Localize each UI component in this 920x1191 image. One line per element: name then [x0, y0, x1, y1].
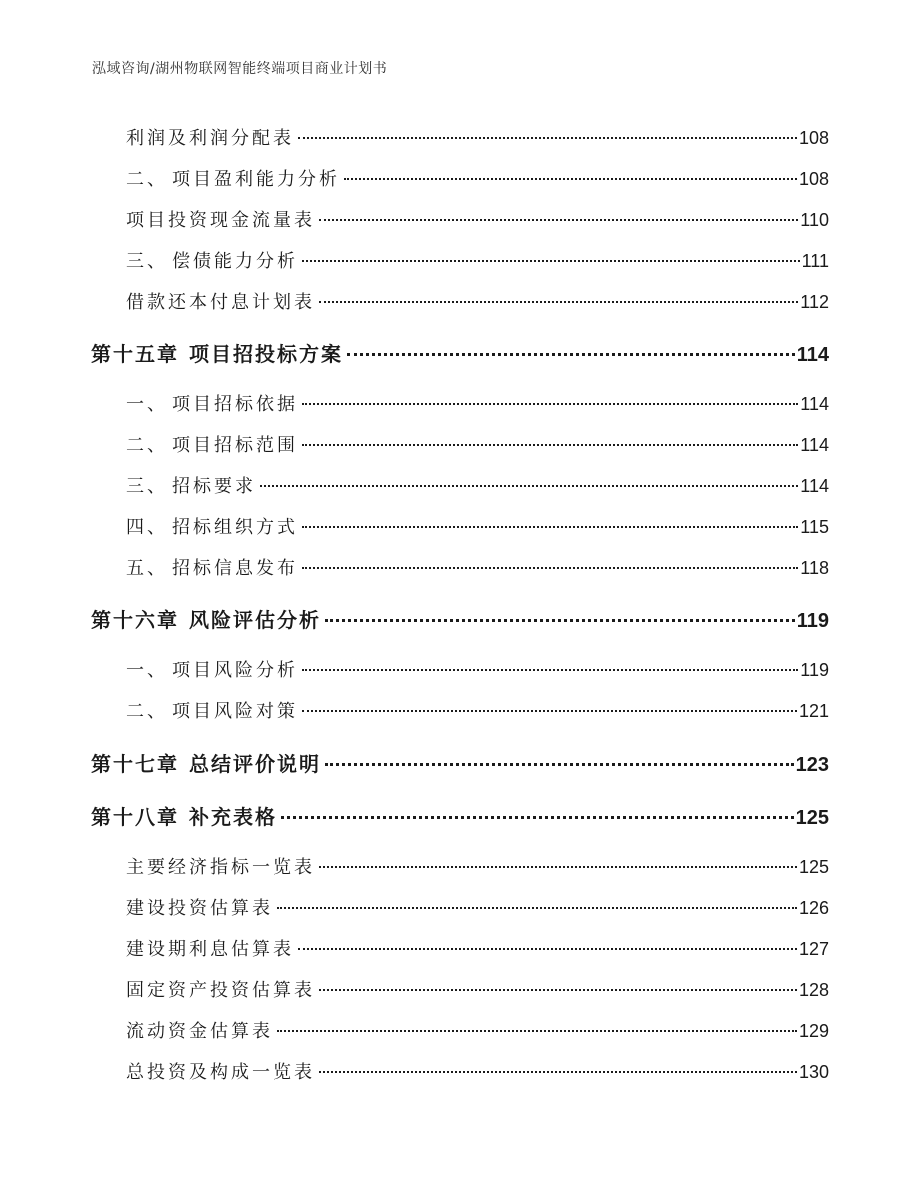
toc-page-number: 128 [798, 980, 829, 1000]
toc-section-entry[interactable] [126, 935, 829, 961]
dot-leader [302, 669, 798, 671]
dot-leader [302, 567, 798, 569]
toc-section-entry[interactable] [126, 165, 829, 191]
dot-leader [260, 485, 798, 487]
toc-page-number: 114 [800, 435, 829, 455]
toc-page-number: 119 [796, 610, 829, 632]
dot-leader [302, 260, 800, 262]
toc-entry-title: 固定资产投资估算表 [126, 980, 315, 1001]
toc-entry-title: 项目招投标方案 [189, 342, 343, 366]
dot-leader [319, 219, 798, 221]
toc-entry-title: 偿债能力分析 [172, 251, 298, 272]
toc-entry-title: 项目投资现金流量表 [126, 210, 315, 231]
toc-chapter-number: 第十七章 [91, 752, 179, 776]
toc-section-entry[interactable] [126, 976, 829, 1002]
dot-leader [277, 907, 797, 909]
toc-entry-title: 总结评价说明 [189, 752, 321, 776]
toc-page-number: 114 [800, 476, 829, 496]
toc-page-number: 127 [798, 939, 829, 959]
toc-section-entry[interactable] [126, 554, 829, 580]
toc-section-entry[interactable] [126, 390, 829, 416]
toc-entry-title: 项目招标范围 [172, 435, 298, 456]
toc-section-entry[interactable] [126, 853, 829, 879]
toc-entry-title: 建设投资估算表 [126, 898, 273, 919]
toc-section-number: 三、 [126, 251, 168, 272]
toc-page-number: 110 [800, 210, 829, 230]
toc-chapter-entry[interactable] [91, 338, 829, 367]
toc-page-number: 108 [798, 128, 829, 148]
toc-chapter-entry[interactable] [91, 604, 829, 633]
toc-page-number: 125 [798, 857, 829, 877]
dot-leader [298, 137, 797, 139]
toc-entry-title: 建设期利息估算表 [126, 939, 294, 960]
toc-section-entry[interactable] [126, 247, 829, 273]
dot-leader [344, 178, 797, 180]
toc-section-number: 三、 [126, 476, 168, 497]
toc-section-entry[interactable] [126, 431, 829, 457]
dot-leader [319, 989, 797, 991]
toc-page-number: 108 [798, 169, 829, 189]
toc-chapter-number: 第十五章 [91, 342, 179, 366]
toc-page-number: 119 [800, 660, 829, 680]
toc-page-number: 114 [800, 394, 829, 414]
dot-leader [302, 526, 798, 528]
toc-page-number: 115 [800, 517, 829, 537]
toc-page-number: 126 [798, 898, 829, 918]
toc-chapter-entry[interactable] [91, 748, 829, 777]
dot-leader [347, 353, 795, 356]
toc-entry-title: 项目风险对策 [172, 701, 298, 722]
dot-leader [325, 619, 795, 622]
toc-page-number: 118 [800, 558, 829, 578]
dot-leader [325, 763, 794, 766]
toc-section-number: 一、 [126, 660, 168, 681]
toc-section-entry[interactable] [126, 513, 829, 539]
toc-page-number: 130 [798, 1062, 829, 1082]
toc-chapter-entry[interactable] [91, 801, 829, 830]
toc-section-entry[interactable] [126, 288, 829, 314]
toc-section-number: 二、 [126, 701, 168, 722]
dot-leader [302, 403, 798, 405]
toc-section-entry[interactable] [126, 697, 829, 723]
toc-page-number: 121 [798, 701, 829, 721]
toc-page-number: 111 [801, 251, 829, 271]
toc-page-number: 114 [796, 344, 829, 366]
toc-entry-title: 流动资金估算表 [126, 1021, 273, 1042]
toc-chapter-number: 第十八章 [91, 805, 179, 829]
dot-leader [302, 710, 797, 712]
toc-section-number: 五、 [126, 558, 168, 579]
toc-section-entry[interactable] [126, 894, 829, 920]
toc-section-number: 一、 [126, 394, 168, 415]
toc-entry-title: 项目盈利能力分析 [172, 169, 340, 190]
toc-entry-title: 招标要求 [172, 476, 256, 497]
toc-page-number: 129 [798, 1021, 829, 1041]
toc-section-entry[interactable] [126, 472, 829, 498]
toc-entry-title: 项目风险分析 [172, 660, 298, 681]
toc-section-entry[interactable] [126, 1058, 829, 1084]
toc-page-number: 125 [795, 807, 829, 829]
toc-page-number: 123 [795, 754, 829, 776]
toc-section-number: 二、 [126, 169, 168, 190]
toc-entry-title: 项目招标依据 [172, 394, 298, 415]
dot-leader [319, 866, 797, 868]
dot-leader [298, 948, 797, 950]
running-header: 泓域咨询/湖州物联网智能终端项目商业计划书 [92, 61, 388, 77]
toc-entry-title: 总投资及构成一览表 [126, 1062, 315, 1083]
toc-chapter-number: 第十六章 [91, 608, 179, 632]
toc-section-entry[interactable] [126, 656, 829, 682]
toc-section-entry[interactable] [126, 124, 829, 150]
toc-section-entry[interactable] [126, 1017, 829, 1043]
toc-entry-title: 利润及利润分配表 [126, 128, 294, 149]
dot-leader [277, 1030, 797, 1032]
toc-section-entry[interactable] [126, 206, 829, 232]
toc-section-number: 二、 [126, 435, 168, 456]
toc-entry-title: 风险评估分析 [189, 608, 321, 632]
toc-entry-title: 主要经济指标一览表 [126, 857, 315, 878]
toc-entry-title: 借款还本付息计划表 [126, 292, 315, 313]
toc-entry-title: 补充表格 [189, 805, 277, 829]
toc-entry-title: 招标信息发布 [172, 558, 298, 579]
toc-section-number: 四、 [126, 517, 168, 538]
dot-leader [281, 816, 794, 819]
dot-leader [302, 444, 798, 446]
header-rule [88, 86, 832, 87]
toc-page-number: 112 [800, 292, 829, 312]
toc-entry-title: 招标组织方式 [172, 517, 298, 538]
dot-leader [319, 1071, 797, 1073]
dot-leader [319, 301, 798, 303]
